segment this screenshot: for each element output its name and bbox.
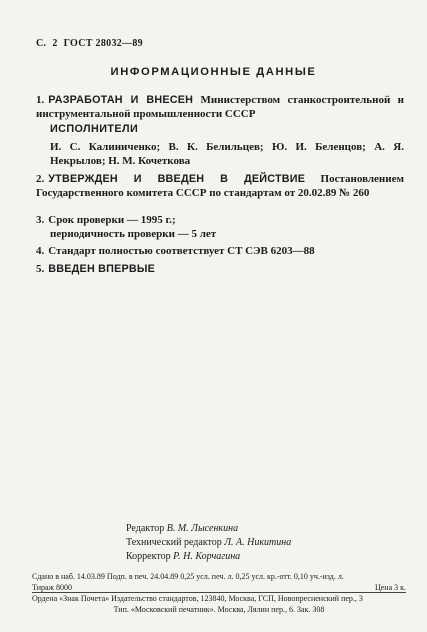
item-number: 2. [36, 173, 45, 185]
divider [32, 592, 406, 593]
info-item-5 [36, 263, 404, 277]
page-symbol: С. [36, 38, 47, 49]
item-lead: УТВЕРЖДЕН И ВВЕДЕН В ДЕЙСТВИЕ [48, 173, 306, 185]
tech-editor-line: Технический редактор Л. А. Никитина [126, 537, 292, 548]
page-number: 2 [52, 38, 58, 49]
item-lead: РАЗРАБОТАН И ВНЕСЕН [48, 94, 194, 106]
page-title: ИНФОРМАЦИОННЫЕ ДАННЫЕ [110, 66, 317, 78]
executors-heading [50, 123, 404, 137]
imprint-line: Сдано в наб. 14.03.89 Подп. в печ. 24.04.89 0,25 усл. печ. л. 0,25 усл. кр.-отт. 0,10 уч.-изд. л. [32, 572, 344, 581]
review-term: Срок проверки — 1995 г.; [48, 214, 176, 226]
price: Цена 3 к. [374, 582, 406, 592]
item-text: Стандарт полностью соответствует СТ СЭВ 6203—88 [48, 245, 315, 257]
print-run: Тираж 8000 [32, 582, 73, 592]
info-item-4 [36, 245, 404, 259]
executors-list: И. С. Калиниченко; В. К. Белильцев; Ю. И. Беленцов; А. Я. Некрылов; Н. М. Кочеткова [50, 141, 404, 167]
proofreader-line: Корректор Р. Н. Корчагина [126, 551, 241, 562]
editors-block [126, 522, 291, 564]
standard-code: ГОСТ 28032—89 [63, 38, 143, 49]
info-item-3 [36, 214, 404, 242]
item-number: 5. [36, 263, 45, 275]
info-item-1 [36, 94, 404, 122]
editor-line: Редактор В. М. Лысенкина [126, 523, 239, 534]
printer-line: Тип. «Московский печатник». Москва, Лялин пер., 6. Зак. 308 [113, 604, 325, 614]
item-text: Постановлением Государственного комитета СССР по стандартам от 20.02.89 № 260 [36, 173, 404, 199]
executors-label: ИСПОЛНИТЕЛИ [50, 123, 139, 135]
page-header [36, 38, 143, 49]
item-number: 1. [36, 94, 45, 106]
item-text: Министерством станкостроительной и инструментальной промышленности СССР [36, 94, 405, 120]
publisher-line: Ордена «Знак Почета» Издательство стандартов, 123840, Москва, ГСП, Новопресненский пер., 3 [32, 594, 363, 603]
review-period: периодичность проверки — 5 лет [50, 227, 217, 240]
publisher-footer [32, 594, 406, 615]
info-item-2 [36, 173, 404, 201]
item-number: 3. [36, 214, 45, 226]
item-lead: ВВЕДЕН ВПЕРВЫЕ [48, 263, 156, 275]
imprint-block [32, 572, 406, 593]
item-number: 4. [36, 245, 45, 257]
